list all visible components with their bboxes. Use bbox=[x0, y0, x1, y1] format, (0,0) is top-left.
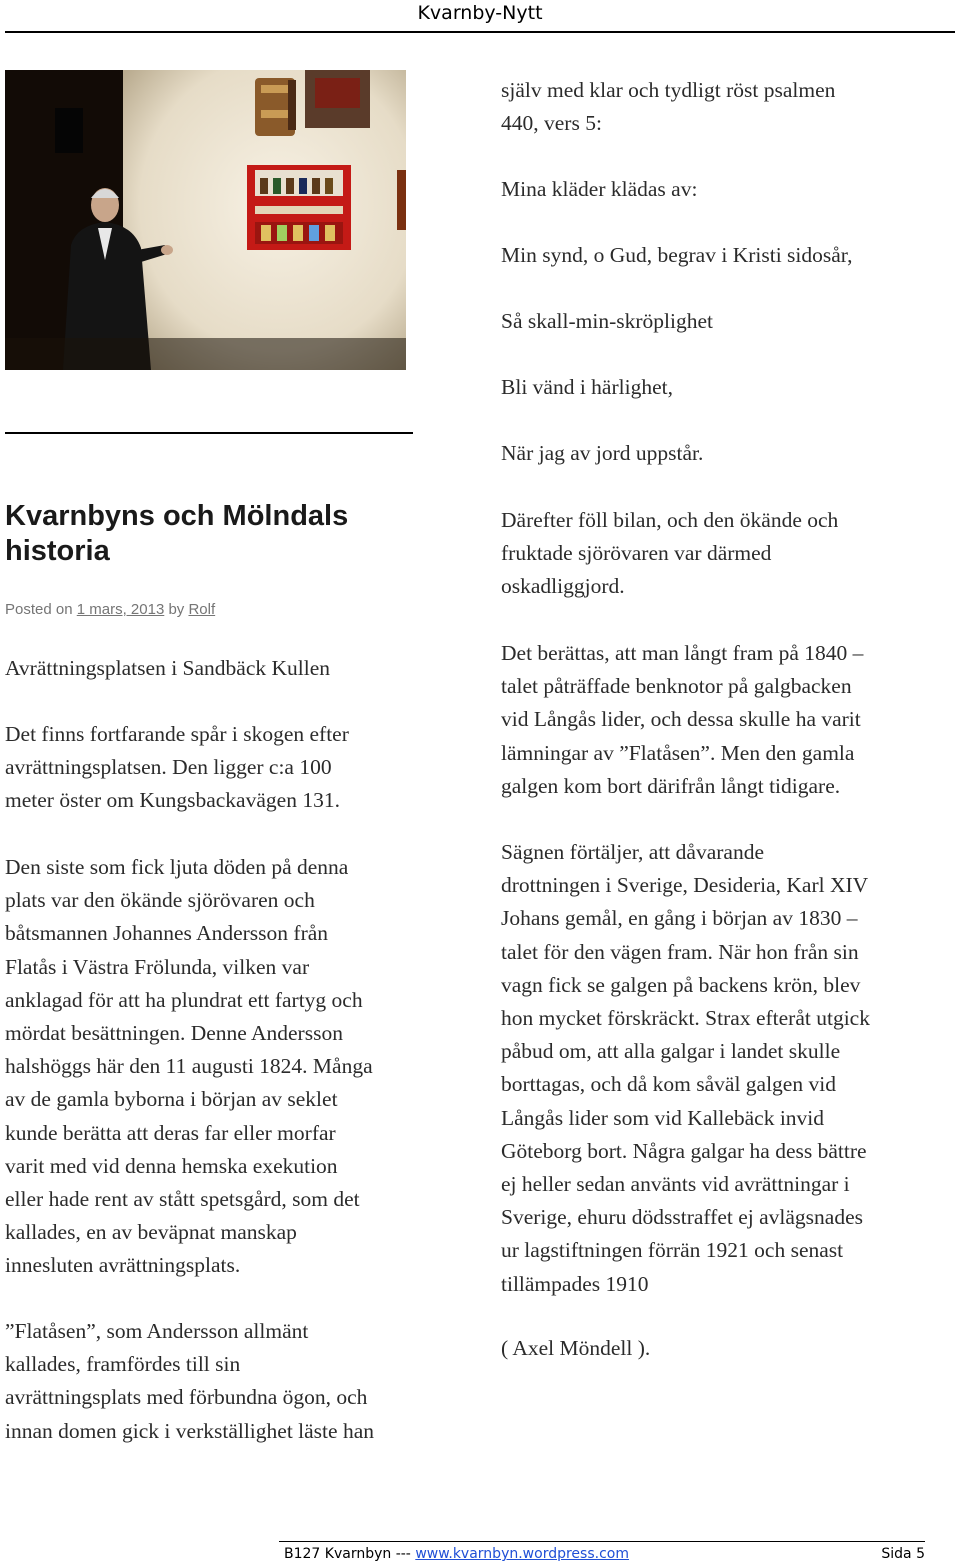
post-title: Kvarnbyns och Mölndals historia bbox=[5, 500, 349, 567]
left-paragraph-2 bbox=[5, 718, 435, 818]
text-line: ”Flatåsen”, som Andersson allmänt bbox=[5, 1319, 309, 1343]
right-paragraph-3 bbox=[501, 637, 941, 803]
text-line: Det finns fortfarande spår i skogen efter bbox=[5, 722, 349, 746]
text-line: avrättningsplatsen. Den ligger c:a 100 bbox=[5, 755, 332, 780]
page-header bbox=[0, 0, 960, 34]
hymn-line: När jag av jord uppstår. bbox=[501, 441, 704, 465]
header-title: Kvarnby-Nytt bbox=[417, 2, 543, 24]
text-line: oskadliggjord. bbox=[501, 574, 625, 599]
hymn-line-2 bbox=[501, 239, 941, 272]
left-paragraph-4 bbox=[5, 1315, 435, 1448]
text-line: själv med klar och tydligt röst psalmen bbox=[501, 78, 836, 102]
text-line: vagn fick se galgen på backens krön, blev bbox=[501, 972, 861, 997]
text-line: kallades, en av beväpnat manskap bbox=[5, 1220, 297, 1245]
text-line: talet för den vägen fram. När hon från sin bbox=[501, 939, 859, 964]
text-line: Flatås i Västra Frölunda, vilken var bbox=[5, 954, 310, 979]
text-line: påbud om, att alla galgar i landet skulle bbox=[501, 1039, 841, 1064]
header-rule bbox=[5, 31, 955, 33]
hymn-line-3 bbox=[501, 305, 941, 338]
footer-issue-label: B127 Kvarnbyn --- bbox=[284, 1546, 411, 1562]
text-line: anklagad för att ha plundrat ett fartyg och bbox=[5, 987, 363, 1012]
post-date-link[interactable]: 1 mars, 2013 bbox=[76, 601, 165, 618]
hymn-line-5 bbox=[501, 437, 941, 470]
text-line: varit med vid denna hemska exekution bbox=[5, 1153, 338, 1178]
text-line: Sägnen förtäljer, att dåvarande bbox=[501, 840, 764, 864]
text-line: Avrättningsplatsen i Sandbäck Kullen bbox=[5, 656, 331, 680]
text-line: av de gamla byborna i början av seklet bbox=[5, 1087, 338, 1112]
text-line: Johans gemål, en gång i början av 1830 – bbox=[501, 906, 858, 931]
text-line: innesluten avrättningsplats. bbox=[5, 1253, 241, 1278]
text-line: kallades, framfördes till sin bbox=[5, 1352, 241, 1377]
text-line: Den siste som fick ljuta döden på denna bbox=[5, 855, 349, 879]
text-line: Det berättas, att man långt fram på 1840 – bbox=[501, 641, 864, 665]
hymn-line: Min synd, o Gud, begrav i Kristi sidosår, bbox=[501, 243, 853, 267]
footer-site-link[interactable]: www.kvarnbyn.wordpress.com bbox=[415, 1546, 629, 1562]
right-paragraph-4 bbox=[501, 836, 941, 1301]
text-line: lämningar av ”Flatåsen”. Men den gamla bbox=[501, 740, 855, 765]
section-divider bbox=[5, 432, 413, 434]
text-line: talet påträffade benknotor på galgbacken bbox=[501, 674, 852, 699]
hymn-line: Mina kläder klädas av: bbox=[501, 177, 698, 201]
text-line: Sverige, ehuru dödsstraffet ej avlägsnades bbox=[501, 1205, 864, 1230]
text-line: plats var den ökände sjörövaren och bbox=[5, 888, 315, 913]
text-line: tillämpades 1910 bbox=[501, 1271, 649, 1296]
author-credit-text: ( Axel Möndell ). bbox=[501, 1336, 651, 1360]
post-meta-prefix: Posted on bbox=[5, 601, 73, 618]
text-line: ej heller sedan använts vid avrättningar i bbox=[501, 1172, 850, 1197]
text-line: eller hade rent av stått spetsgård, som det bbox=[5, 1187, 360, 1212]
hymn-line-1 bbox=[501, 173, 941, 206]
right-paragraph-1 bbox=[501, 74, 941, 140]
left-paragraph-3 bbox=[5, 851, 435, 1283]
post-meta-by: by bbox=[168, 601, 185, 618]
text-line: fruktade sjörövaren var därmed bbox=[501, 541, 772, 566]
lecture-photo bbox=[5, 70, 406, 370]
footer-rule bbox=[279, 1541, 925, 1542]
text-line: kunde berätta att deras far eller morfar bbox=[5, 1120, 336, 1145]
text-line: meter öster om Kungsbackavägen 131. bbox=[5, 788, 340, 813]
post-meta bbox=[5, 599, 215, 621]
text-line: borttagas, och då kom såväl galgen vid bbox=[501, 1072, 836, 1097]
text-line: mördat besättningen. Denne Andersson bbox=[5, 1021, 343, 1046]
right-paragraph-2 bbox=[501, 504, 941, 604]
text-line: halshöggs här den 11 augusti 1824. Många bbox=[5, 1054, 373, 1079]
text-line: Långås lider som vid Kallebäck invid bbox=[501, 1105, 825, 1130]
text-line: Göteborg bort. Några galgar ha dess bättre bbox=[501, 1138, 867, 1163]
text-line: avrättningsplats med förbundna ögon, och bbox=[5, 1385, 368, 1410]
hymn-line-4 bbox=[501, 371, 941, 404]
hymn-line: Bli vänd i härlighet, bbox=[501, 375, 673, 399]
hymn-line: Så skall-min-skröplighet bbox=[501, 309, 713, 333]
post-author-link[interactable]: Rolf bbox=[188, 601, 216, 618]
text-line: drottningen i Sverige, Desideria, Karl XIV bbox=[501, 873, 869, 898]
text-line: innan domen gick i verkställighet läste han bbox=[5, 1418, 374, 1443]
text-line: båtsmannen Johannes Andersson från bbox=[5, 921, 329, 946]
footer-page-number: Sida 5 bbox=[881, 1546, 925, 1562]
text-line: vid Långås lider, och dessa skulle ha varit bbox=[501, 707, 861, 732]
page-footer bbox=[284, 1544, 928, 1564]
lecture-photo-image bbox=[5, 70, 406, 370]
footer-issue bbox=[284, 1544, 629, 1564]
author-credit bbox=[501, 1332, 941, 1365]
text-line: Därefter föll bilan, och den ökände och bbox=[501, 508, 839, 532]
text-line: hon mycket förskräckt. Strax efteråt utgick bbox=[501, 1006, 870, 1031]
text-line: galgen kom bort därifrån långt tidigare. bbox=[501, 773, 841, 798]
text-line: ur lagstiftningen förrän 1921 och senast bbox=[501, 1238, 844, 1263]
text-line: 440, vers 5: bbox=[501, 111, 602, 136]
left-paragraph-1 bbox=[5, 652, 435, 685]
